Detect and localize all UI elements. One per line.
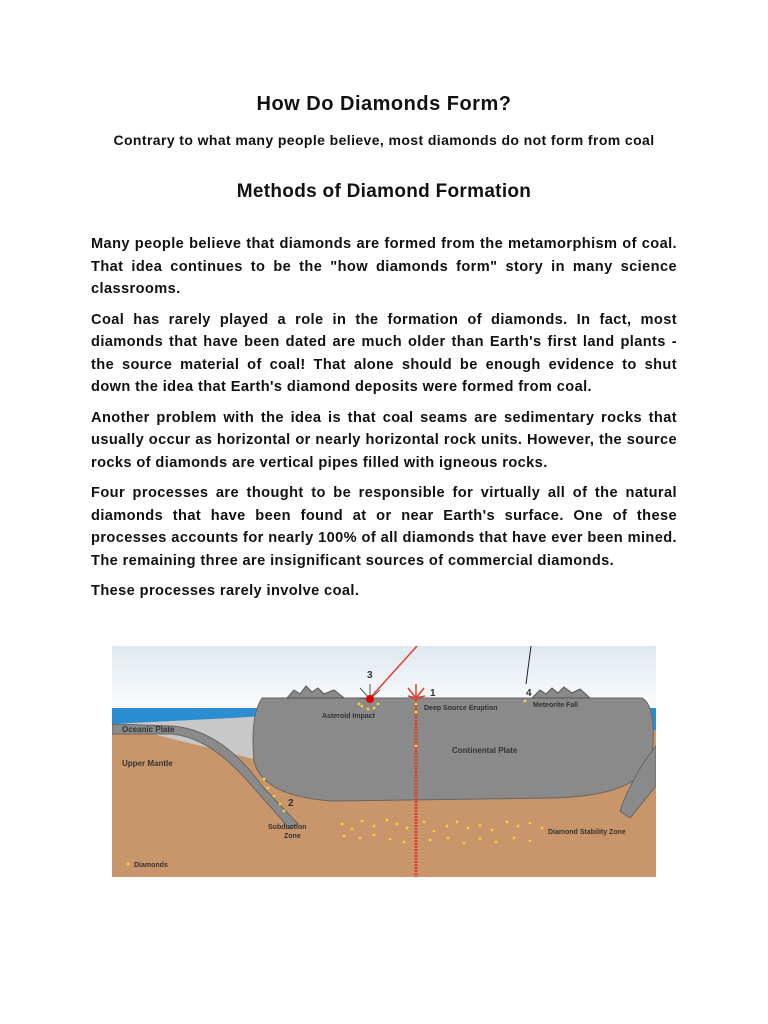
paragraph: These processes rarely involve coal.	[91, 583, 360, 599]
diamond-dot	[389, 838, 392, 841]
diamond-dot	[524, 700, 527, 703]
diamond-dot	[341, 823, 344, 826]
legend-diamond-icon	[127, 863, 130, 866]
diamond-dot	[479, 838, 482, 841]
diamond-dot	[373, 834, 376, 837]
label-continental-plate: Continental Plate	[452, 746, 518, 755]
diamond-dot	[463, 842, 466, 845]
diamond-dot	[373, 707, 376, 710]
label-upper-mantle: Upper Mantle	[122, 759, 173, 768]
diamond-dot	[446, 825, 449, 828]
diamond-dot	[373, 825, 376, 828]
section-heading: Methods of Diamond Formation	[236, 181, 532, 202]
paragraph: Many people believe that diamonds are formed from the metamorphism of coal. That idea continues to be the "how diamonds form" story in many science classrooms.	[91, 236, 677, 297]
diamond-dot	[343, 835, 346, 838]
label-oceanic-plate: Oceanic Plate	[122, 725, 175, 734]
diamond-formation-diagram	[112, 646, 656, 877]
page-title: How Do Diamonds Form?	[256, 93, 512, 115]
subtitle: Contrary to what many people believe, most diamonds do not form from coal	[113, 132, 655, 148]
diamond-dot	[495, 841, 498, 844]
article-body	[91, 233, 677, 611]
paragraph: Four processes are thought to be responsible for virtually all of the natural diamonds that have been found at or near Earth's surface. One of these processes accounts for nearly 100% of all diamonds that have ever been mined. The remaining three are insignificant sources of commercial diamonds.	[91, 485, 677, 569]
diamond-dot	[517, 825, 520, 828]
diamond-dot	[415, 711, 418, 714]
diamond-dot	[415, 745, 418, 748]
diamond-dot	[396, 823, 399, 826]
label-3: 3	[367, 670, 373, 681]
label-zone: Zone	[284, 833, 301, 840]
label-4: 4	[526, 688, 532, 699]
diamond-dot	[361, 705, 364, 708]
diamond-dot	[403, 841, 406, 844]
diamond-dot	[263, 778, 266, 781]
diamond-dot	[283, 810, 286, 813]
diamond-dot	[358, 703, 361, 706]
diamond-dot	[377, 703, 380, 706]
diamond-dot	[267, 787, 270, 790]
paragraph: Another problem with the idea is that coal seams are sedimentary rocks that usually occur as horizontal or nearly horizontal rock units. However, the source rocks of diamonds are vertical pipes filled with igneous rocks.	[91, 409, 677, 471]
diamond-dot	[467, 827, 470, 830]
label-2: 2	[288, 798, 294, 809]
diamond-dot	[423, 821, 426, 824]
diamond-dot	[529, 840, 532, 843]
label-subduction: Subduction	[268, 824, 307, 831]
label-meteorite-fall: Meteorite Fall	[533, 702, 579, 709]
diamond-dot	[279, 803, 282, 806]
asteroid	[366, 695, 374, 703]
diamond-dot	[506, 821, 509, 824]
diamond-dot	[361, 820, 364, 823]
label-deep-source-eruption: Deep Source Eruption	[424, 705, 498, 712]
label-1: 1	[430, 688, 436, 699]
label-diamond-stability-zone: Diamond Stability Zone	[548, 829, 626, 836]
diamond-dot	[367, 708, 370, 711]
diamond-dot	[529, 822, 532, 825]
diamond-dot	[351, 828, 354, 831]
diamond-dot	[447, 837, 450, 840]
diamond-dot	[429, 839, 432, 842]
diamond-dot	[479, 824, 482, 827]
diamond-dot	[456, 821, 459, 824]
diamond-dot	[433, 830, 436, 833]
diamond-dot	[513, 837, 516, 840]
diamond-dot	[359, 837, 362, 840]
label-asteroid-impact: Asteroid Impact	[322, 713, 375, 720]
diamond-dot	[541, 827, 544, 830]
diamond-dot	[406, 827, 409, 830]
diamond-dot	[415, 703, 418, 706]
paragraph: Coal has rarely played a role in the formation of diamonds. In fact, most diamonds that have been dated are much older than Earth's first land plants - the source material of coal! That alone should be enough evidence to shut down the idea that Earth's diamond deposits were formed from coal.	[91, 311, 677, 395]
diamond-dot	[273, 795, 276, 798]
legend-diamonds: Diamonds	[134, 862, 168, 869]
diamond-dot	[386, 819, 389, 822]
diamond-dot	[491, 829, 494, 832]
